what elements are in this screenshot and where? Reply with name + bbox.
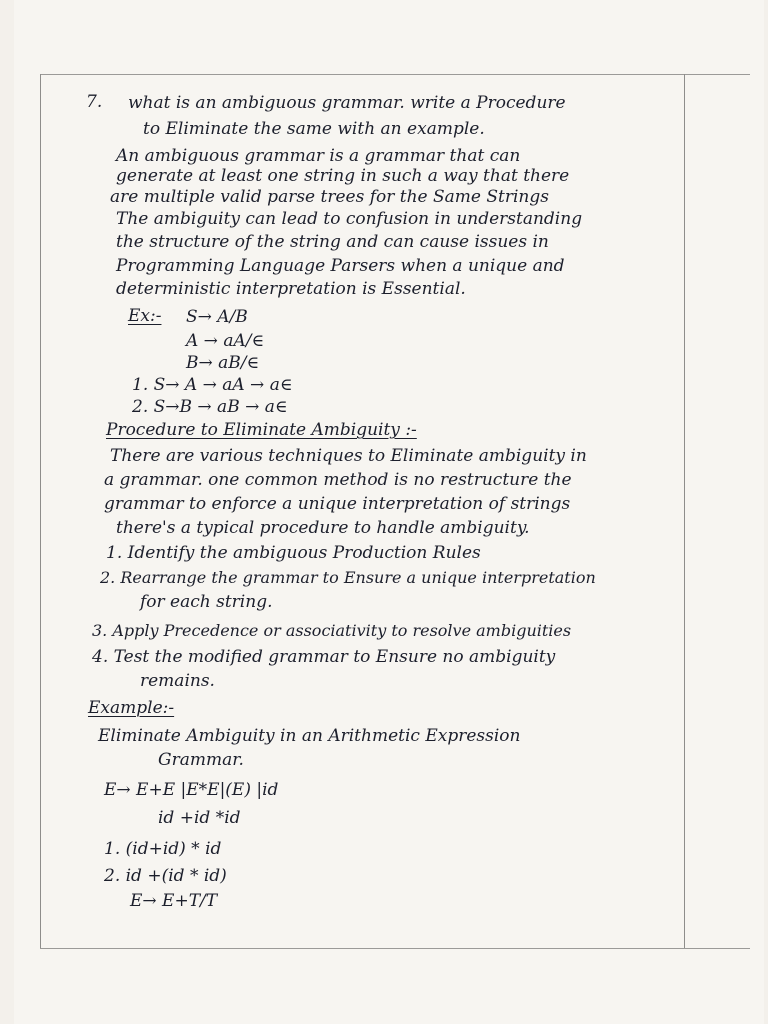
top-margin-line bbox=[40, 74, 750, 75]
answer-line-7: deterministic interpretation is Essential. bbox=[116, 279, 466, 299]
rule-s: S→ A/B bbox=[186, 307, 248, 327]
parse-1: 1. (id+id) * id bbox=[104, 839, 222, 859]
parse-2: 2. id +(id * id) bbox=[104, 866, 227, 886]
step-4: 4. Test the modified grammar to Ensure no ambiguity bbox=[92, 647, 556, 667]
question-number: 7. bbox=[86, 92, 103, 112]
procedure-line-2: a grammar. one common method is no restructure the bbox=[104, 470, 572, 490]
answer-line-5: the structure of the string and can cause issues in bbox=[116, 232, 549, 252]
step-3: 3. Apply Precedence or associativity to resolve ambiguities bbox=[92, 621, 572, 640]
derivation-1: 1. S→ A → aA → a∈ bbox=[132, 375, 293, 395]
example2-heading: Example:- bbox=[88, 698, 175, 718]
answer-line-2: generate at least one string in such a way that there bbox=[116, 166, 570, 186]
question-line-2: to Eliminate the same with an example. bbox=[143, 119, 485, 139]
procedure-line-3: grammar to enforce a unique interpretation of strings bbox=[104, 494, 571, 514]
step-4-cont: remains. bbox=[140, 671, 215, 691]
rule-b: B→ aB/∈ bbox=[186, 353, 260, 373]
example-label: Ex:- bbox=[128, 306, 162, 326]
answer-line-1: An ambiguous grammar is a grammar that can bbox=[116, 146, 521, 166]
step-1: 1. Identify the ambiguous Production Rules bbox=[106, 543, 481, 563]
grammar-rule: E→ E+E |E*E|(E) |id bbox=[104, 780, 279, 800]
question-line-1: what is an ambiguous grammar. write a Procedure bbox=[128, 93, 566, 113]
answer-line-4: The ambiguity can lead to confusion in understanding bbox=[116, 209, 583, 229]
sample-string: id +id *id bbox=[158, 808, 241, 828]
procedure-line-1: There are various techniques to Eliminate ambiguity in bbox=[110, 446, 587, 466]
rewrite-rule: E→ E+T/T bbox=[130, 891, 218, 911]
right-margin-line bbox=[684, 74, 685, 948]
example2-line-1: Eliminate Ambiguity in an Arithmetic Expression bbox=[98, 726, 521, 746]
example2-line-2: Grammar. bbox=[158, 750, 244, 770]
answer-line-6: Programming Language Parsers when a unique and bbox=[116, 256, 565, 276]
derivation-2: 2. S→B → aB → a∈ bbox=[132, 397, 288, 417]
answer-line-3: are multiple valid parse trees for the Same Strings bbox=[110, 187, 549, 207]
rule-a: A → aA/∈ bbox=[186, 331, 265, 351]
step-2-cont: for each string. bbox=[140, 592, 273, 612]
bottom-margin-line bbox=[40, 948, 750, 949]
step-2: 2. Rearrange the grammar to Ensure a unique interpretation bbox=[100, 568, 596, 587]
procedure-heading: Procedure to Eliminate Ambiguity :- bbox=[106, 420, 417, 440]
left-margin-line bbox=[40, 74, 41, 948]
procedure-line-4: there's a typical procedure to handle ambiguity. bbox=[116, 518, 530, 538]
